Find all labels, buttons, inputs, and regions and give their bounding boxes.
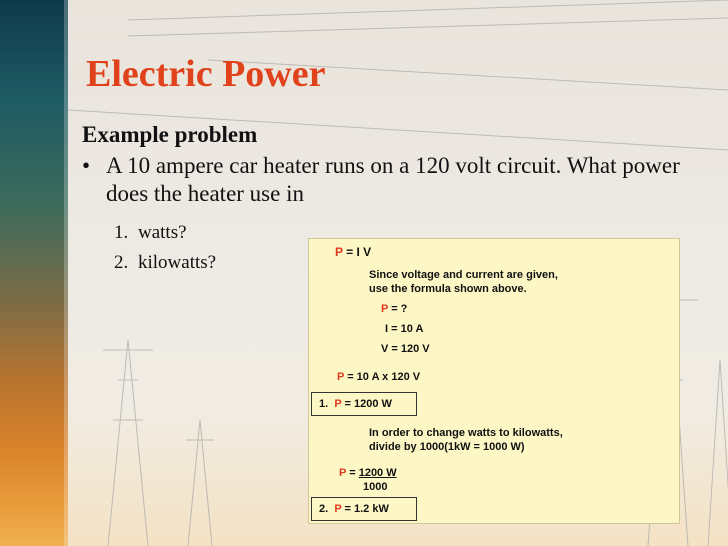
fraction-line: P = 1200 W (339, 467, 397, 479)
fraction-numerator: 1200 W (358, 467, 397, 479)
fraction-denominator: 1000 (363, 481, 388, 493)
convert-note-line-1: In order to change watts to kilowatts, (369, 427, 563, 439)
bullet-text: A 10 ampere car heater runs on a 120 volt circuit. What power does the heater use in (106, 153, 680, 206)
unknown-line: P = ? (381, 303, 408, 315)
option-number: 2. (114, 252, 129, 273)
formula-line: P = I V (335, 245, 372, 259)
option-item (114, 252, 216, 274)
given-note-line-1: Since voltage and current are given, (369, 269, 558, 281)
option-number: 1. (114, 222, 129, 243)
given-note-line-2: use the formula shown above. (369, 283, 527, 295)
bullet-mark: • (82, 153, 91, 178)
option-label: kilowatts? (138, 252, 217, 273)
slide-title: Electric Power (86, 53, 326, 95)
convert-note-line-2: divide by 1000(1kW = 1000 W) (369, 441, 525, 453)
option-label: watts? (138, 222, 187, 243)
answer-1: 1. P = 1200 W (319, 398, 392, 410)
answer-2: 2. P = 1.2 kW (319, 503, 389, 515)
decorative-left-strip (0, 0, 68, 546)
subheading: Example problem (82, 122, 258, 147)
option-item (114, 222, 187, 244)
current-line: I = 10 A (385, 323, 424, 335)
substitution-line: P = 10 A x 120 V (337, 371, 421, 383)
solution-panel (308, 238, 680, 524)
voltage-line: V = 120 V (381, 343, 430, 355)
